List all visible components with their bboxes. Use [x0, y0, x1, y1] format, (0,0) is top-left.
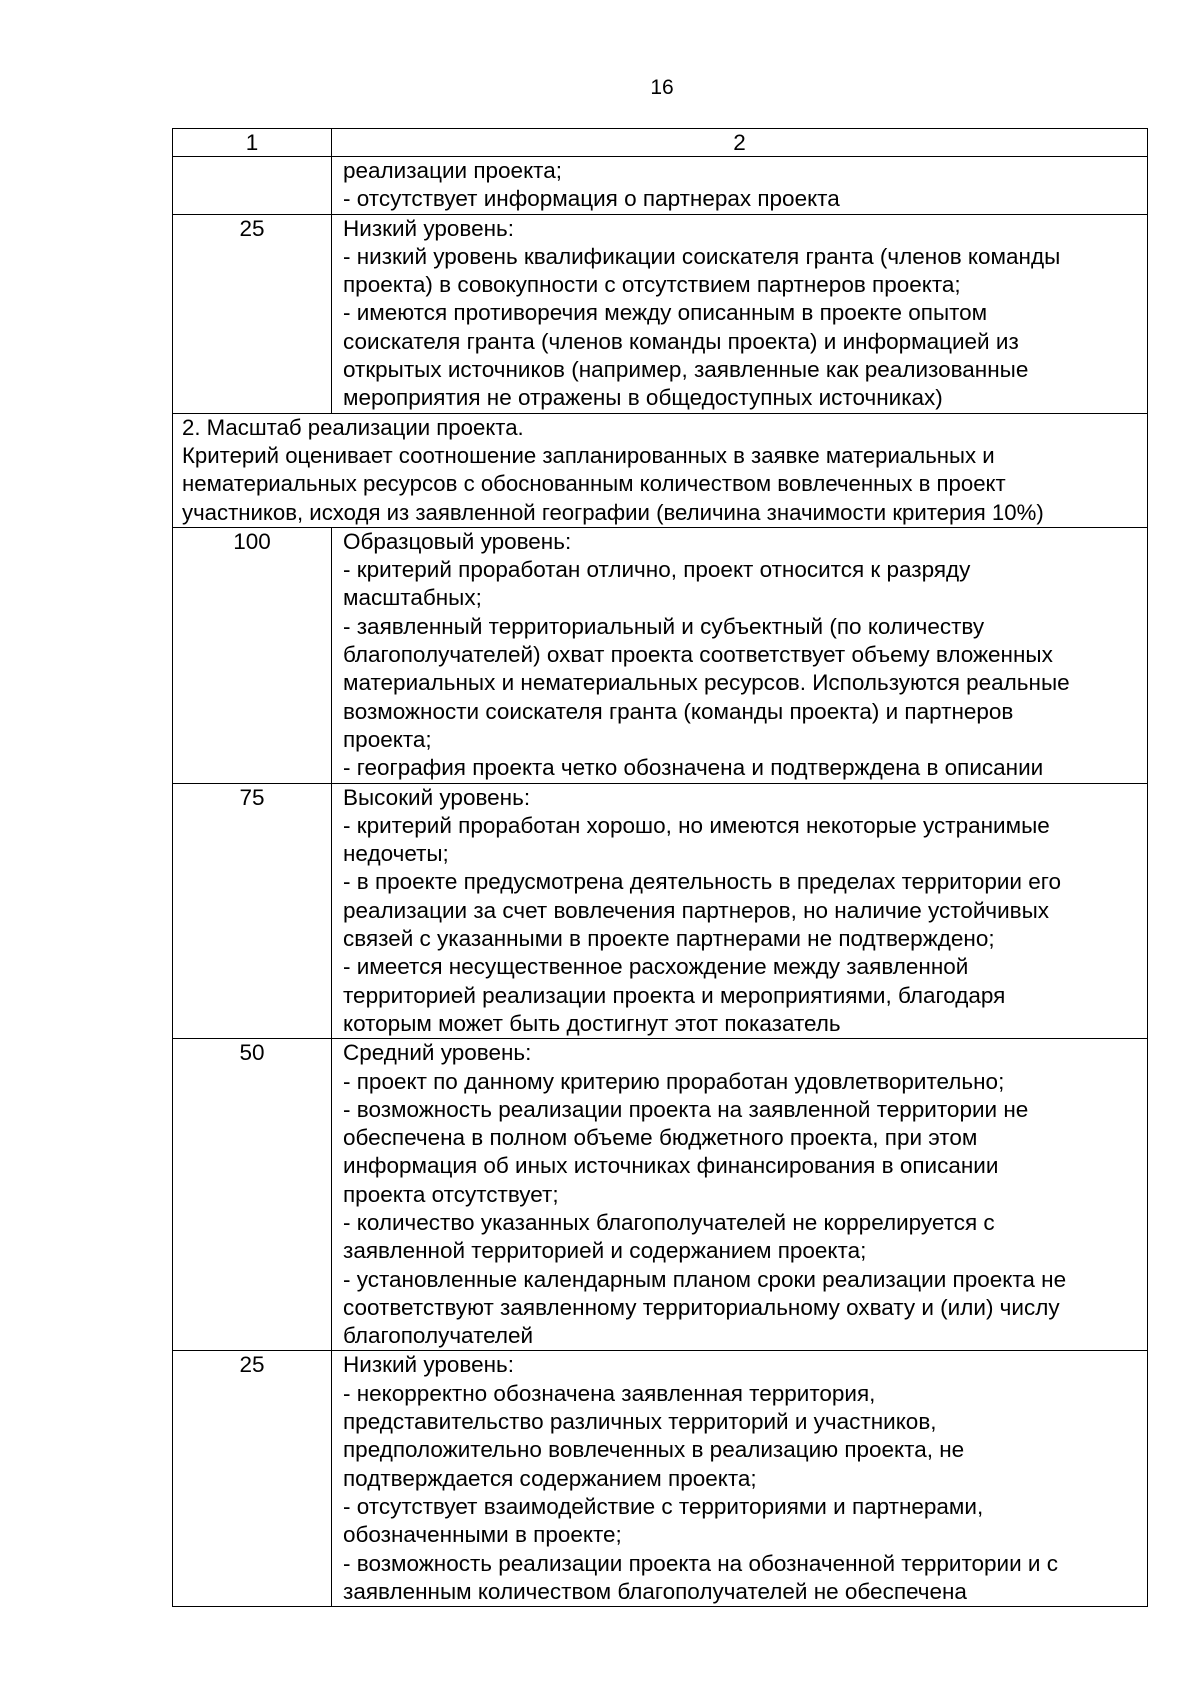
description-line: - количество указанных благополучателей не коррелируется с: [343, 1209, 995, 1235]
score-cell: 25: [173, 1351, 332, 1607]
description-line: - некорректно обозначена заявленная территория,: [343, 1380, 876, 1406]
description-line: благополучателей) охват проекта соответствует объему вложенных: [343, 642, 1053, 668]
description-line: реализации за счет вовлечения партнеров, но наличие устойчивых: [343, 897, 1050, 923]
description-line: - проект по данному критерию проработан удовлетворительно;: [343, 1068, 1005, 1094]
description-line: возможности соискателя гранта (команды проекта) и партнеров: [343, 698, 1014, 724]
score-cell: [173, 157, 332, 215]
description-line: масштабных;: [343, 585, 482, 611]
description-line: заявленным количеством благополучателей не обеспечена: [343, 1578, 967, 1604]
description-line: мероприятия не отражены в общедоступных источниках): [343, 385, 943, 411]
description-line: - имеются противоречия между описанным в проекте опытом: [343, 300, 988, 326]
section-row: [173, 413, 1148, 527]
description-line: информация об иных источниках финансирования в описании: [343, 1153, 999, 1179]
description-line: соответствуют заявленному территориальному охвату и (или) числу: [343, 1294, 1060, 1320]
description-line: Высокий уровень:: [343, 784, 531, 810]
description-line: Низкий уровень:: [343, 1352, 515, 1378]
description-line: реализации проекта;: [343, 158, 562, 183]
description-line: проекта;: [343, 726, 432, 752]
description-line: - отсутствует информация о партнерах проекта: [343, 186, 840, 212]
description-cell: [332, 1351, 1148, 1607]
table-row: [173, 214, 1148, 413]
description-line: подтверждается содержанием проекта;: [343, 1465, 757, 1491]
description-line: благополучателей: [343, 1323, 534, 1349]
header-col-2: 2: [332, 129, 1148, 157]
section-cell: [173, 413, 1148, 527]
table-row: [173, 783, 1148, 1039]
description-line: - возможность реализации проекта на заявленной территории не: [343, 1096, 1029, 1122]
table-row: [173, 1351, 1148, 1607]
table-row: [173, 157, 1148, 215]
table-header-row: [173, 129, 1148, 157]
description-cell: [332, 1039, 1148, 1351]
description-line: материальных и нематериальных ресурсов. Используются реальные: [343, 670, 1070, 696]
table-row: [173, 1039, 1148, 1351]
section-description-line: участников, исходя из заявленной географии (величина значимости критерия 10%): [182, 499, 1044, 525]
description-line: проекта) в совокупности с отсутствием партнеров проекта;: [343, 272, 961, 298]
description-line: - имеется несущественное расхождение между заявленной: [343, 954, 969, 980]
description-line: - низкий уровень квалификации соискателя гранта (членов команды: [343, 243, 1061, 269]
score-cell: 100: [173, 527, 332, 783]
description-line: Низкий уровень:: [343, 215, 515, 241]
description-line: - критерий проработан хорошо, но имеются некоторые устранимые: [343, 812, 1050, 838]
description-line: связей с указанными в проекте партнерами не подтверждено;: [343, 926, 995, 952]
description-line: - отсутствует взаимодействие с территориями и партнерами,: [343, 1493, 984, 1519]
description-line: соискателя гранта (членов команды проекта) и информацией из: [343, 328, 1019, 354]
description-line: Образцовый уровень:: [343, 528, 572, 554]
description-line: - в проекте предусмотрена деятельность в пределах территории его: [343, 869, 1061, 895]
header-col-1: 1: [173, 129, 332, 157]
description-cell: [332, 783, 1148, 1039]
description-line: заявленной территорией и содержанием проекта;: [343, 1238, 867, 1264]
description-line: открытых источников (например, заявленные как реализованные: [343, 357, 1029, 383]
score-cell: 50: [173, 1039, 332, 1351]
score-cell: 25: [173, 214, 332, 413]
description-line: - возможность реализации проекта на обозначенной территории и с: [343, 1550, 1058, 1576]
section-description-line: Критерий оценивает соотношение запланированных в заявке материальных и: [182, 442, 995, 468]
description-line: представительство различных территорий и участников,: [343, 1409, 937, 1435]
description-cell: [332, 527, 1148, 783]
description-line: обеспечена в полном объеме бюджетного проекта, при этом: [343, 1125, 978, 1151]
description-line: недочеты;: [343, 841, 449, 867]
description-line: территорией реализации проекта и мероприятиями, благодаря: [343, 982, 1006, 1008]
description-line: предположительно вовлеченных в реализацию проекта, не: [343, 1437, 965, 1463]
description-line: проекта отсутствует;: [343, 1181, 559, 1207]
criteria-table: [172, 128, 1148, 1607]
page-number: 16: [650, 76, 674, 99]
description-line: которым может быть достигнут этот показатель: [343, 1010, 841, 1036]
description-line: - установленные календарным планом сроки реализации проекта не: [343, 1266, 1067, 1292]
section-description-line: нематериальных ресурсов с обоснованным количеством вовлеченных в проект: [182, 471, 1006, 497]
description-line: обозначенными в проекте;: [343, 1522, 622, 1548]
section-title: 2. Масштаб реализации проекта.: [182, 414, 524, 440]
description-cell: [332, 214, 1148, 413]
description-line: Средний уровень:: [343, 1040, 532, 1066]
score-cell: 75: [173, 783, 332, 1039]
description-line: - география проекта четко обозначена и подтверждена в описании: [343, 755, 1044, 781]
description-line: - критерий проработан отлично, проект относится к разряду: [343, 557, 971, 583]
description-cell: [332, 157, 1148, 215]
table-row: [173, 527, 1148, 783]
description-line: - заявленный территориальный и субъектный (по количеству: [343, 613, 985, 639]
